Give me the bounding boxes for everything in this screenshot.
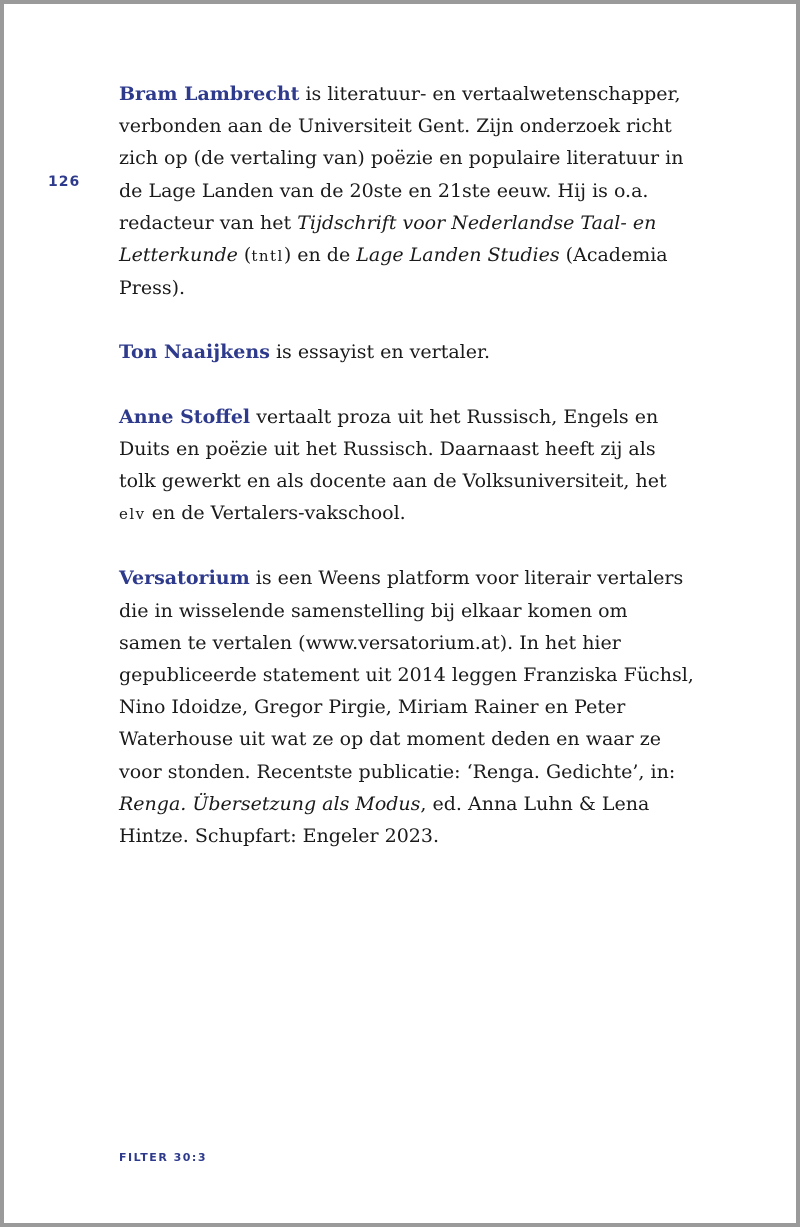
bio-text: en de Vertalers-vakschool. (145, 502, 406, 525)
abbreviation: elv (119, 505, 146, 524)
series-title: Lage Landen Studies (356, 244, 560, 267)
bio-text: vertaalt proza uit het Russisch, Engels en Duits en poëzie uit het Russisch. Daarnaast heeft zij als tolk gewerkt en als docente aan de Volksuniversiteit, het (119, 405, 667, 493)
bio-text: is een Weens platform voor literair vertalers die in wisselende samenstelling bij elkaar komen om samen te vertalen (www.versatorium.at). In het hier gepubliceerde statement uit 2014 leggen Franziska Füchsl, Nino Idoidze, Gregor Pirgie, Miriam Rainer en Peter Waterhouse uit wat ze op dat moment deden en waar ze voor stonden. Recentste publicatie: ‘Renga. Gedichte’, in: (119, 567, 694, 783)
publication-title: Renga. Übersetzung als Modus (119, 792, 421, 815)
journal-footer: FILTER 30:3 (119, 1151, 207, 1164)
abbreviation: tntl (251, 247, 284, 266)
bio-text: (Academia Press). (119, 244, 668, 300)
contributor-name: Anne Stoffel (119, 405, 251, 428)
contributor-name: Ton Naaijkens (119, 341, 270, 364)
contributor-name: Versatorium (119, 567, 250, 590)
contributor-bios (119, 78, 694, 884)
bio-text: ( (237, 244, 252, 267)
page-number: 126 (48, 174, 81, 190)
bio-text: is literatuur- en vertaalwetenschapper, verbonden aan de Universiteit Gent. Zijn onderzoek richt zich op (de vertaling van) poëzie en populaire literatuur in de Lage Landen van de 20ste en 21ste eeuw. Hij is o.a. redacteur van het (119, 83, 684, 234)
bio-text: is essayist en vertaler. (269, 341, 491, 364)
contributor-name: Bram Lambrecht (119, 83, 300, 105)
bio-bram-lambrecht (119, 78, 694, 304)
bio-ton-naaijkens (119, 336, 694, 368)
journal-title: Tijdschrift voor Nederlandse Taal- en Letterkunde (119, 211, 657, 267)
bio-anne-stoffel (119, 401, 694, 531)
bio-text: , ed. Anna Luhn & Lena Hintze. Schupfart: Engeler 2023. (119, 792, 650, 848)
bio-text: ) en de (283, 244, 357, 267)
bio-versatorium (119, 562, 694, 852)
